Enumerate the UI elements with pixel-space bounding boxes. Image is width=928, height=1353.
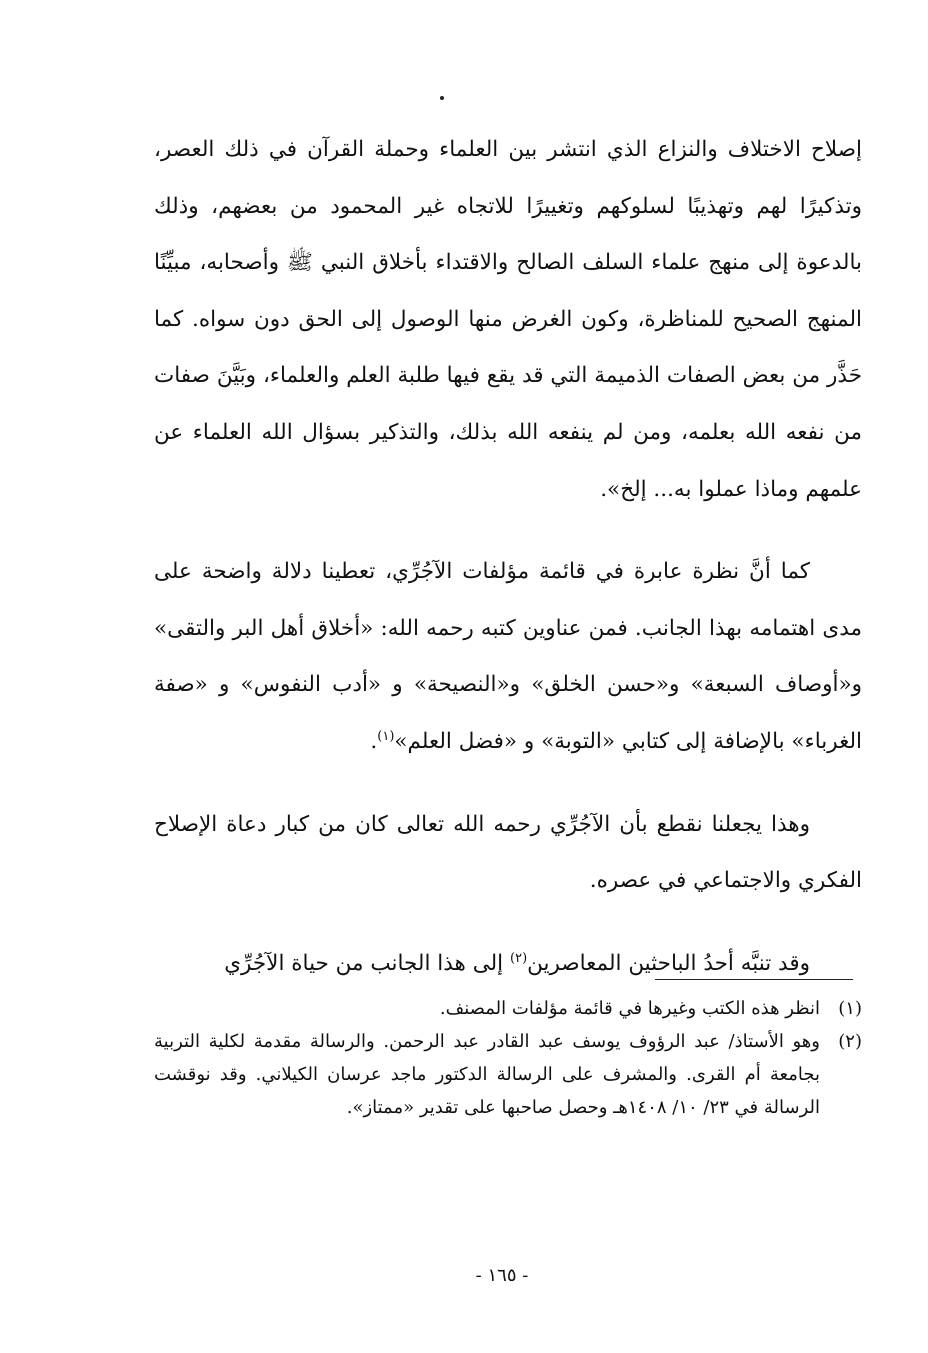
paragraph-4-text-end: إلى هذا الجانب من حياة الآجُرِّي — [224, 950, 510, 976]
main-text — [154, 122, 862, 1018]
paragraph-3-text: وهذا يجعلنا نقطع بأن الآجُرِّي رحمه الله تعالى كان من كبار دعاة الإصلاح الفكري والاجتماعي في عصره. — [154, 811, 862, 894]
footnote-ref-2[interactable]: (٢) — [510, 950, 528, 966]
footnote-1 — [154, 992, 862, 1025]
footnote-1-text: انظر هذه الكتب وغيرها في قائمة مؤلفات المصنف. — [439, 998, 820, 1019]
page-number: - ١٦٥ - — [475, 1265, 529, 1286]
paragraph-4 — [154, 936, 862, 993]
paragraph-3 — [154, 797, 862, 910]
footnotes — [154, 992, 862, 1124]
footnote-ref-1[interactable]: (١) — [377, 728, 395, 744]
paragraph-4-text-start: وقد تنبَّه أحدُ الباحثين المعاصرين — [527, 950, 810, 976]
footnote-2 — [154, 1025, 862, 1124]
footnote-2-number: (٢) — [838, 1031, 862, 1052]
paragraph-1 — [154, 122, 862, 518]
paragraph-1-text: إصلاح الاختلاف والنزاع الذي انتشر بين العلماء وحملة القرآن في ذلك العصر، وتذكيرًا لهم وتهذيبًا لسلوكهم وتغييرًا للاتجاه غير المحمود من بعضهم، وذلك بالدعوة إلى منهج علماء السلف الصالح والاقتداء بأخلاق النبي ﷺ وأصحابه، مبيِّنًا المنهج الصحيح للمناظرة، وكون الغرض منها الوصول إلى الحق دون سواه. كما حَذَّر من بعض الصفات الذميمة التي قد يقع فيها طلبة العلم والعلماء، وبَيَّنَ صفات من نفعه الله بعلمه، ومن لم ينفعه الله بذلك، والتذكير بسؤال الله العلماء عن علمهم وماذا عملوا به... إلخ». — [154, 137, 862, 502]
footnote-1-number: (١) — [838, 998, 862, 1019]
page-speck — [440, 96, 444, 100]
footnote-separator — [655, 979, 853, 980]
footnote-2-text: وهو الأستاذ/ عبد الرؤوف يوسف عبد القادر عبد الرحمن. والرسالة مقدمة لكلية التربية بجامعة أم القرى. والمشرف على الرسالة الدكتور ماجد عرسان الكيلاني. وقد نوقشت الرسالة في ٢٣/ ١٠/ ١٤٠٨هـ وحصل صاحبها على تقدير «ممتاز». — [154, 1031, 820, 1118]
paragraph-2 — [154, 544, 862, 770]
paragraph-2-text: كما أنَّ نظرة عابرة في قائمة مؤلفات الآجُرِّي، تعطينا دلالة واضحة على مدى اهتمامه بهذا الجانب. فمن عناوين كتبه رحمه الله: «أخلاق أهل البر والتقى» و«أوصاف السبعة» و«حسن الخلق» و«النصيحة» و «أدب النفوس» و «صفة الغرباء» بالإضافة إلى كتابي «التوبة» و «فضل العلم» — [154, 559, 862, 754]
paragraph-2-end: . — [370, 728, 378, 754]
